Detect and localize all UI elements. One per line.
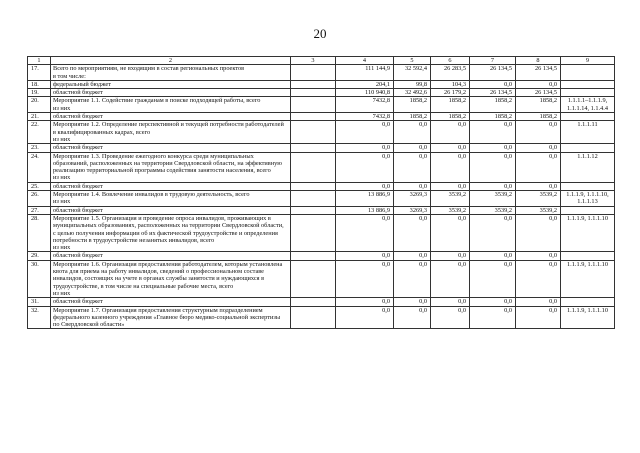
col-4-value: 0,0: [336, 298, 394, 306]
target-indicators: [561, 113, 615, 121]
col-8-value: 1858,2: [516, 97, 561, 113]
col-7-value: 0,0: [470, 252, 516, 260]
row-number: 22.: [28, 121, 51, 144]
col-6-value: 0,0: [431, 152, 470, 182]
col-4-value: 0,0: [336, 252, 394, 260]
col-7-value: 3539,2: [470, 206, 516, 214]
col-6-value: 0,0: [431, 306, 470, 329]
table-row: [28, 144, 615, 152]
row-number: 26.: [28, 191, 51, 207]
col-5-value: 99,8: [394, 80, 431, 88]
col-4-value: 7432,8: [336, 113, 394, 121]
col-7-value: 0,0: [470, 298, 516, 306]
target-indicators: [561, 298, 615, 306]
header-cell: 1: [28, 57, 51, 65]
col-6-value: 0,0: [431, 298, 470, 306]
row-description: Мероприятие 1.7. Организация предоставления структурным подразделением федерального казенного учреждения «Главное бюро медико-социальной экспертизы по Свердловской области»: [51, 306, 291, 329]
col-7-value: 0,0: [470, 214, 516, 251]
row-number: 19.: [28, 89, 51, 97]
target-indicators: 1.1.1.9, 1.1.1.10: [561, 306, 615, 329]
col-7-value: 0,0: [470, 152, 516, 182]
row-number: 28.: [28, 214, 51, 251]
page-number: 20: [313, 26, 327, 41]
row-description: областной бюджет: [51, 144, 291, 152]
col-4-value: 0,0: [336, 260, 394, 297]
col-3-value: [291, 191, 336, 207]
table-row: [28, 80, 615, 88]
table-row: [28, 252, 615, 260]
col-4-value: 0,0: [336, 152, 394, 182]
col-7-value: 0,0: [470, 182, 516, 190]
col-3-value: [291, 260, 336, 297]
col-5-value: 32 592,4: [394, 65, 431, 81]
col-3-value: [291, 152, 336, 182]
col-4-value: 0,0: [336, 182, 394, 190]
col-8-value: 3539,2: [516, 206, 561, 214]
row-description: областной бюджет: [51, 252, 291, 260]
header-cell: 4: [336, 57, 394, 65]
target-indicators: [561, 80, 615, 88]
col-4-value: 204,1: [336, 80, 394, 88]
table-row: [28, 113, 615, 121]
col-4-value: 7432,8: [336, 97, 394, 113]
col-7-value: 0,0: [470, 121, 516, 144]
col-7-value: 0,0: [470, 80, 516, 88]
header-row: [28, 57, 615, 65]
col-8-value: 0,0: [516, 152, 561, 182]
col-3-value: [291, 121, 336, 144]
col-8-value: 0,0: [516, 214, 561, 251]
header-cell: 7: [470, 57, 516, 65]
col-8-value: 0,0: [516, 252, 561, 260]
target-indicators: [561, 182, 615, 190]
header-cell: 8: [516, 57, 561, 65]
col-4-value: 0,0: [336, 144, 394, 152]
target-indicators: 1.1.1.12: [561, 152, 615, 182]
header-cell: 6: [431, 57, 470, 65]
col-8-value: 0,0: [516, 182, 561, 190]
col-8-value: 3539,2: [516, 191, 561, 207]
program-table: [27, 56, 615, 329]
col-3-value: [291, 65, 336, 81]
col-5-value: 1858,2: [394, 113, 431, 121]
col-6-value: 0,0: [431, 214, 470, 251]
row-number: 18.: [28, 80, 51, 88]
row-number: 24.: [28, 152, 51, 182]
col-5-value: 0,0: [394, 121, 431, 144]
target-indicators: 1.1.1.9, 1.1.1.10: [561, 214, 615, 251]
col-3-value: [291, 252, 336, 260]
target-indicators: [561, 89, 615, 97]
col-5-value: 0,0: [394, 306, 431, 329]
header-cell: 3: [291, 57, 336, 65]
col-6-value: 0,0: [431, 252, 470, 260]
col-7-value: 26 134,5: [470, 89, 516, 97]
col-7-value: 0,0: [470, 144, 516, 152]
table-row: [28, 298, 615, 306]
table-row: [28, 65, 615, 81]
row-description: областной бюджет: [51, 182, 291, 190]
row-number: 29.: [28, 252, 51, 260]
target-indicators: [561, 65, 615, 81]
row-description: Мероприятие 1.6. Организация предоставления работодателем, которым установлена квота для приема на работу инвалидов, сведений о профессиональном составе инвалидов, состоящих на учете в органах службы занятости и нуждающихся в трудоустройстве, в том числе на специальные рабочие места, всего из них: [51, 260, 291, 297]
row-number: 21.: [28, 113, 51, 121]
col-7-value: 1858,2: [470, 113, 516, 121]
col-8-value: 0,0: [516, 298, 561, 306]
col-3-value: [291, 97, 336, 113]
col-8-value: 26 134,5: [516, 89, 561, 97]
col-4-value: 0,0: [336, 121, 394, 144]
col-4-value: 13 886,9: [336, 191, 394, 207]
col-6-value: 3539,2: [431, 206, 470, 214]
col-8-value: 0,0: [516, 260, 561, 297]
col-5-value: 1858,2: [394, 97, 431, 113]
col-6-value: 3539,2: [431, 191, 470, 207]
target-indicators: 1.1.1.11: [561, 121, 615, 144]
row-description: областной бюджет: [51, 113, 291, 121]
col-5-value: 0,0: [394, 260, 431, 297]
table-row: [28, 206, 615, 214]
col-3-value: [291, 298, 336, 306]
col-8-value: 1858,2: [516, 113, 561, 121]
row-description: Мероприятие 1.2. Определение перспективной и текущей потребности работодателей в квалифицированных кадрах, всего из них: [51, 121, 291, 144]
row-number: 17.: [28, 65, 51, 81]
col-4-value: 110 940,8: [336, 89, 394, 97]
col-6-value: 0,0: [431, 260, 470, 297]
col-8-value: 0,0: [516, 144, 561, 152]
col-8-value: 26 134,5: [516, 65, 561, 81]
col-7-value: 0,0: [470, 260, 516, 297]
row-number: 23.: [28, 144, 51, 152]
col-3-value: [291, 182, 336, 190]
col-5-value: 32 492,6: [394, 89, 431, 97]
col-7-value: 26 134,5: [470, 65, 516, 81]
target-indicators: 1.1.1.9, 1.1.1.10: [561, 260, 615, 297]
target-indicators: 1.1.1.1–1.1.1.9, 1.1.1.14, 1.1.4.4: [561, 97, 615, 113]
table-row: [28, 89, 615, 97]
header-cell: 9: [561, 57, 615, 65]
row-description: областной бюджет: [51, 89, 291, 97]
table-row: [28, 260, 615, 297]
row-description: Мероприятие 1.3. Проведение ежегодного конкурса среди муниципальных образований, расположенных на территории Свердловской области, на эффективную реализацию территориальной программы содействия занятости населения, всего из них: [51, 152, 291, 182]
col-3-value: [291, 306, 336, 329]
col-6-value: 1858,2: [431, 97, 470, 113]
col-5-value: 3269,3: [394, 206, 431, 214]
row-number: 30.: [28, 260, 51, 297]
col-5-value: 0,0: [394, 298, 431, 306]
row-description: федеральный бюджет: [51, 80, 291, 88]
col-5-value: 0,0: [394, 182, 431, 190]
col-3-value: [291, 89, 336, 97]
col-3-value: [291, 206, 336, 214]
row-description: Мероприятие 1.4. Вовлечение инвалидов в трудовую деятельность, всего из них: [51, 191, 291, 207]
col-7-value: 1858,2: [470, 97, 516, 113]
col-6-value: 1858,2: [431, 113, 470, 121]
table-row: [28, 152, 615, 182]
target-indicators: [561, 252, 615, 260]
col-7-value: 3539,2: [470, 191, 516, 207]
col-5-value: 0,0: [394, 252, 431, 260]
row-description: областной бюджет: [51, 298, 291, 306]
row-description: Мероприятие 1.1. Содействие гражданам в поиске подходящей работы, всего из них: [51, 97, 291, 113]
table-row: [28, 182, 615, 190]
col-3-value: [291, 144, 336, 152]
col-3-value: [291, 80, 336, 88]
col-8-value: 0,0: [516, 306, 561, 329]
col-4-value: 13 886,9: [336, 206, 394, 214]
col-4-value: 0,0: [336, 214, 394, 251]
row-number: 32.: [28, 306, 51, 329]
col-5-value: 0,0: [394, 144, 431, 152]
row-description: Всего по мероприятиям, не входящим в состав региональных проектов в том числе:: [51, 65, 291, 81]
row-number: 31.: [28, 298, 51, 306]
target-indicators: [561, 206, 615, 214]
row-number: 27.: [28, 206, 51, 214]
col-6-value: 26 179,2: [431, 89, 470, 97]
col-6-value: 26 283,5: [431, 65, 470, 81]
col-8-value: 0,0: [516, 80, 561, 88]
col-4-value: 111 144,9: [336, 65, 394, 81]
target-indicators: [561, 144, 615, 152]
col-6-value: 104,3: [431, 80, 470, 88]
col-5-value: 0,0: [394, 214, 431, 251]
table-row: [28, 214, 615, 251]
col-3-value: [291, 113, 336, 121]
table-row: [28, 191, 615, 207]
header-cell: 5: [394, 57, 431, 65]
col-6-value: 0,0: [431, 121, 470, 144]
row-description: областной бюджет: [51, 206, 291, 214]
table-row: [28, 121, 615, 144]
table-row: [28, 306, 615, 329]
row-number: 25.: [28, 182, 51, 190]
col-7-value: 0,0: [470, 306, 516, 329]
row-description: Мероприятие 1.5. Организация и проведение опроса инвалидов, проживающих в муниципальных образованиях, расположенных на территории Свердловской области, с целью получения информации об их фактической трудоустройстве и определения потребности в трудоустройстве незанятых инвалидов, всего из них: [51, 214, 291, 251]
col-3-value: [291, 214, 336, 251]
col-5-value: 0,0: [394, 152, 431, 182]
row-number: 20.: [28, 97, 51, 113]
col-4-value: 0,0: [336, 306, 394, 329]
col-6-value: 0,0: [431, 144, 470, 152]
col-6-value: 0,0: [431, 182, 470, 190]
col-8-value: 0,0: [516, 121, 561, 144]
table-row: [28, 97, 615, 113]
col-5-value: 3269,3: [394, 191, 431, 207]
target-indicators: 1.1.1.9, 1.1.1.10, 1.1.1.13: [561, 191, 615, 207]
header-cell: 2: [51, 57, 291, 65]
